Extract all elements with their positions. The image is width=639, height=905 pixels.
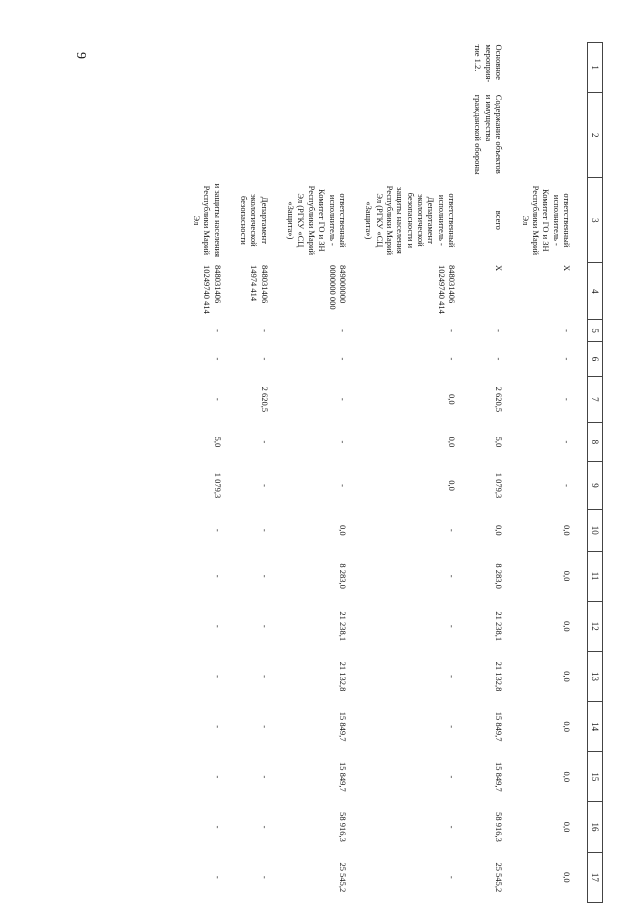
- spacer-row: [505, 43, 519, 903]
- table-cell: -: [337, 484, 348, 487]
- table-cell: 0,0: [562, 671, 572, 682]
- spacer-row: [271, 43, 285, 903]
- table-cell: 25 545,2: [337, 862, 348, 893]
- column-number: 7: [588, 376, 603, 422]
- table-cell: 5,0: [494, 436, 505, 448]
- table-cell: -: [259, 825, 270, 829]
- spacer-cell: [271, 43, 285, 903]
- table-cell: 849000000 0000000 000: [327, 264, 348, 310]
- table-cell: -: [447, 875, 458, 879]
- column-number: 4: [588, 263, 603, 320]
- table-cell: 0,0: [562, 821, 572, 833]
- table-cell: -: [259, 775, 270, 779]
- table-cell: 21 132,8: [494, 661, 505, 692]
- table-cell: -: [212, 725, 223, 729]
- table-cell: ответственный исполнитель - Комитет ГО и ЗН Республики Марий Эл (РГКУ «СЦ «Защита»): [286, 185, 348, 256]
- table-cell: 848031406 10249740 414: [202, 264, 223, 314]
- table-cell: [191, 93, 224, 178]
- table-cell: -: [212, 825, 223, 829]
- table-cell: [519, 93, 573, 178]
- table-cell: -: [259, 875, 270, 879]
- spacer-row: [349, 43, 363, 903]
- rotated-table-container: [75, 42, 603, 903]
- column-number: 10: [588, 510, 603, 551]
- table-row: [285, 43, 349, 903]
- spacer-row: [573, 43, 588, 903]
- table-cell: 25 545,2: [494, 862, 505, 893]
- table-cell: -: [562, 357, 572, 361]
- table-cell: 0,0: [562, 620, 572, 632]
- table-cell: -: [494, 357, 505, 361]
- table-cell: 848031406 10249740 414: [436, 264, 458, 314]
- table-cell: -: [447, 825, 458, 829]
- table-cell: 21 238,1: [337, 611, 348, 642]
- column-number: 8: [588, 422, 603, 461]
- spacer-cell: [458, 43, 472, 903]
- table-cell: [238, 93, 271, 178]
- table-cell: 0,0: [447, 436, 458, 448]
- measures-table: [177, 42, 603, 903]
- table-cell: -: [212, 528, 223, 532]
- spacer-cell: [224, 43, 238, 903]
- column-number: 1: [588, 43, 603, 93]
- column-number: 2: [588, 93, 603, 178]
- table-cell: 0,0: [494, 524, 505, 536]
- table-cell: 2 620,5: [259, 386, 270, 413]
- table-cell: -: [259, 528, 270, 532]
- table-cell: -: [212, 574, 223, 578]
- table-cell: -: [259, 574, 270, 578]
- table-cell: [238, 43, 271, 93]
- table-cell: Основное мероприя-тие 1.2.: [473, 44, 505, 83]
- table-cell: -: [259, 484, 270, 487]
- table-cell: 15 849,7: [494, 761, 505, 792]
- spacer-cell: [573, 43, 588, 903]
- table-cell: [285, 93, 349, 178]
- table-cell: -: [212, 875, 223, 879]
- table-cell: 0,0: [562, 721, 572, 732]
- spacer-row: [458, 43, 472, 903]
- table-cell: -: [494, 329, 505, 333]
- table-cell: 2 620,5: [494, 386, 505, 413]
- table-cell: 15 849,7: [337, 761, 348, 792]
- table-cell: [285, 43, 349, 93]
- column-number: 15: [588, 752, 603, 802]
- table-cell: Х: [494, 264, 505, 272]
- table-cell: -: [337, 397, 348, 401]
- table-cell: -: [447, 775, 458, 779]
- table-row: [238, 43, 271, 903]
- spacer-cell: [177, 43, 191, 903]
- column-number: 16: [588, 802, 603, 852]
- table-cell: -: [259, 675, 270, 678]
- table-cell: 21 238,1: [494, 611, 505, 642]
- table-cell: 0,0: [562, 771, 572, 783]
- table-cell: -: [212, 675, 223, 678]
- table-cell: 58 916,3: [337, 812, 348, 842]
- table-cell: 0,0: [562, 570, 572, 582]
- table-row: [472, 43, 505, 903]
- table-cell: -: [259, 440, 270, 444]
- column-number: 9: [588, 462, 603, 510]
- table-cell: -: [447, 528, 458, 532]
- table-cell: -: [337, 357, 348, 361]
- table-cell: ответственный исполнитель - Комитет ГО и ЗН Республики Марий Эл: [520, 185, 572, 256]
- table-cell: 8 283,0: [494, 563, 505, 589]
- table-cell: 1 079,3: [494, 472, 505, 499]
- table-cell: -: [447, 624, 458, 628]
- table-cell: 0,0: [447, 394, 458, 405]
- table-cell: 21 132,8: [337, 661, 348, 692]
- table-cell: -: [447, 574, 458, 578]
- table-cell: [363, 43, 458, 93]
- table-cell: -: [212, 357, 223, 361]
- table-header-row: [588, 43, 603, 903]
- table-cell: -: [259, 329, 270, 333]
- table-cell: 0,0: [447, 480, 458, 491]
- table-cell: 5,0: [212, 436, 223, 448]
- table-row: [191, 43, 224, 903]
- column-number: 14: [588, 702, 603, 752]
- table-cell: [191, 43, 224, 93]
- table-cell: -: [447, 357, 458, 361]
- table-cell: -: [212, 775, 223, 779]
- column-number: 12: [588, 601, 603, 651]
- table-cell: 0,0: [337, 524, 348, 536]
- table-cell: Х: [562, 264, 572, 272]
- table-cell: -: [212, 397, 223, 401]
- table-cell: 8 283,0: [337, 563, 348, 589]
- table-cell: -: [562, 329, 572, 333]
- spacer-row: [224, 43, 238, 903]
- table-cell: -: [337, 329, 348, 333]
- table-cell: -: [212, 624, 223, 628]
- table-row: [519, 43, 573, 903]
- table-cell: 15 849,7: [337, 711, 348, 742]
- table-cell: всего: [494, 210, 505, 230]
- column-number: 3: [588, 178, 603, 263]
- table-cell: 1 079,3: [212, 472, 223, 499]
- spacer-row: [177, 43, 191, 903]
- table-cell: 0,0: [562, 872, 572, 883]
- table-cell: 848031406 14974 414: [249, 264, 270, 304]
- table-row: [363, 43, 458, 903]
- table-cell: 58 916,3: [494, 812, 505, 842]
- table-cell: 15 849,7: [494, 711, 505, 742]
- table-cell: Содержание объектов и имущества гражданской обороны: [473, 94, 505, 175]
- table-cell: -: [447, 675, 458, 678]
- table-cell: -: [259, 725, 270, 729]
- table-cell: -: [259, 357, 270, 361]
- table-cell: [519, 43, 573, 93]
- column-number: 6: [588, 342, 603, 377]
- table-cell: -: [562, 397, 572, 401]
- table-cell: -: [562, 484, 572, 487]
- table-cell: Департамент экологической безопасности: [239, 194, 270, 247]
- table-cell: -: [562, 440, 572, 444]
- table-cell: -: [337, 440, 348, 444]
- column-number: 5: [588, 320, 603, 342]
- page-number: 9: [73, 52, 88, 59]
- column-number: 13: [588, 651, 603, 701]
- column-number: 11: [588, 551, 603, 601]
- table-cell: [363, 93, 458, 178]
- table-cell: 0,0: [562, 524, 572, 536]
- table-cell: -: [447, 725, 458, 729]
- table-cell: -: [212, 329, 223, 333]
- spacer-cell: [505, 43, 519, 903]
- spacer-cell: [349, 43, 363, 903]
- table-cell: ответственный исполнитель - Департамент экологической безопасности и защиты населения Республики Марий Эл (РГКУ «СЦ «Защита»): [364, 185, 458, 256]
- table-cell: и защиты населения Республики Марий Эл: [191, 183, 223, 258]
- table-cell: -: [447, 329, 458, 333]
- table-cell: -: [259, 624, 270, 628]
- column-number: 17: [588, 852, 603, 902]
